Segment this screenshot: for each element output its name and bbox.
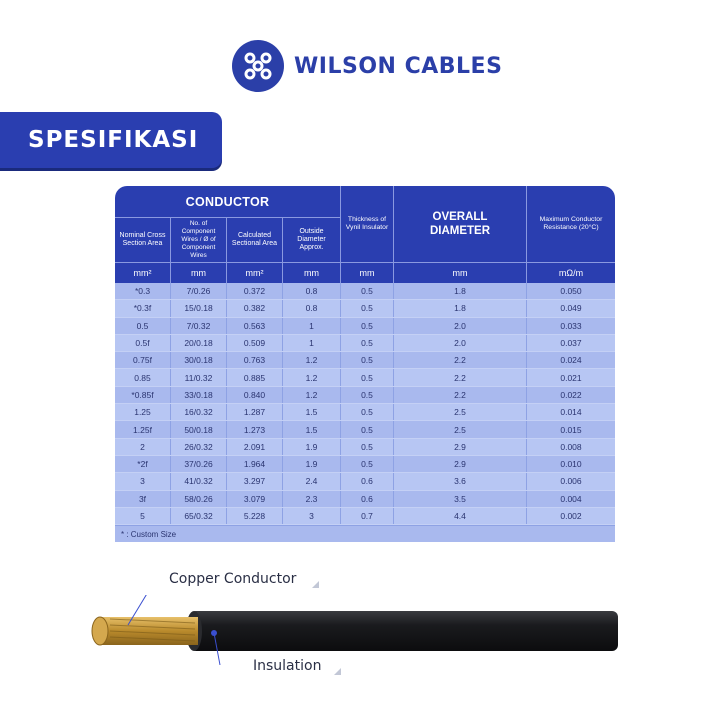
table-cell: 65/0.32 <box>171 508 227 524</box>
table-cell: 0.050 <box>560 286 582 297</box>
table-cell: 2.2 <box>394 369 527 385</box>
table-cell: 2.0 <box>394 318 527 334</box>
table-cell: 0.5 <box>341 318 394 334</box>
unit-cell: mm² <box>115 262 171 283</box>
header-wires: No. of Component Wires / Ø of Component Wires <box>171 218 227 262</box>
unit-cell: mm² <box>227 262 283 283</box>
table-cell: 16/0.32 <box>171 404 227 420</box>
table-cell: 0.002 <box>560 511 582 521</box>
table-cell: 1.5 <box>283 421 341 437</box>
table-cell: 0.037 <box>560 338 582 349</box>
table-cell: 1.5 <box>283 404 341 420</box>
table-cell: 1.8 <box>394 300 527 316</box>
table-cell: 0.5 <box>341 439 394 455</box>
table-cell: 0.049 <box>560 303 582 314</box>
banner-title: SPESIFIKASI <box>28 127 199 153</box>
table-cell: 0.885 <box>227 369 283 385</box>
table-row <box>115 352 615 369</box>
table-row <box>115 318 615 335</box>
table-cell: 2.0 <box>394 335 527 351</box>
table-cell: 0.010 <box>560 459 582 470</box>
table-cell: 1 <box>283 335 341 351</box>
table-cell: 0.5 <box>341 300 394 316</box>
header-resistance: Maximum Conductor Resistance (20°C) <box>539 215 603 231</box>
header-overall: OVERALL DIAMETER <box>394 186 527 262</box>
copper-conductor-label: Copper Conductor <box>169 571 297 587</box>
unit-cell: mm <box>283 262 341 283</box>
table-row <box>115 491 615 508</box>
table-row <box>115 439 615 456</box>
table-cell: 3.6 <box>394 473 527 489</box>
table-cell: 11/0.32 <box>171 369 227 385</box>
spesifikasi-banner <box>0 112 222 168</box>
table-cell: 41/0.32 <box>171 473 227 489</box>
unit-cell: mm <box>394 262 527 283</box>
table-cell: 1.964 <box>227 456 283 472</box>
table-cell: 0.75f <box>115 352 171 368</box>
table-cell: 1.273 <box>227 421 283 437</box>
table-cell: 1.25f <box>115 421 171 437</box>
table-cell: 3.079 <box>227 491 283 507</box>
table-cell: 1.9 <box>283 456 341 472</box>
table-cell: *0.85f <box>115 387 171 403</box>
table-cell: 0.014 <box>560 407 582 418</box>
table-cell: 3 <box>283 508 341 524</box>
table-row <box>115 387 615 404</box>
table-cell: 0.024 <box>560 355 582 366</box>
table-body <box>115 283 615 525</box>
footnote: * : Custom Size <box>115 525 615 542</box>
table-row <box>115 300 615 317</box>
table-cell: 0.7 <box>341 508 394 524</box>
table-cell: 0.6 <box>341 491 394 507</box>
table-cell: 0.5 <box>341 369 394 385</box>
table-header <box>115 186 615 283</box>
table-cell: 0.5 <box>341 421 394 437</box>
table-row <box>115 508 615 525</box>
table-cell: 0.5f <box>115 335 171 351</box>
table-cell: 0.763 <box>227 352 283 368</box>
table-cell: *0.3f <box>115 300 171 316</box>
table-cell: 1.9 <box>283 439 341 455</box>
copper-end <box>92 617 108 645</box>
table-cell: 5 <box>115 508 171 524</box>
table-cell: 26/0.32 <box>171 439 227 455</box>
table-cell: 2.2 <box>394 387 527 403</box>
table-cell: 5.228 <box>227 508 283 524</box>
table-cell: 2.9 <box>394 439 527 455</box>
table-cell: 33/0.18 <box>171 387 227 403</box>
table-cell: 37/0.26 <box>171 456 227 472</box>
table-cell: 3 <box>115 473 171 489</box>
header-calculated: Calculated Sectional Area <box>227 218 283 262</box>
table-cell: 0.840 <box>227 387 283 403</box>
table-cell: 1.25 <box>115 404 171 420</box>
header-thickness: Thickness of Vynil Insulator <box>341 186 394 262</box>
table-cell: 2.4 <box>283 473 341 489</box>
table-cell: 1.8 <box>394 283 527 299</box>
table-row <box>115 404 615 421</box>
cable-illustration <box>70 595 630 665</box>
table-cell: 15/0.18 <box>171 300 227 316</box>
table-cell: 0.5 <box>115 318 171 334</box>
table-cell: 0.5 <box>341 404 394 420</box>
table-cell: *2f <box>115 456 171 472</box>
table-cell: *0.3 <box>115 283 171 299</box>
brand-name: WILSON CABLES <box>294 53 503 79</box>
table-row <box>115 421 615 438</box>
table-cell: 0.8 <box>283 283 341 299</box>
table-cell: 0.004 <box>560 493 582 504</box>
table-cell: 0.008 <box>560 441 582 452</box>
table-cell: 1.2 <box>283 352 341 368</box>
table-row <box>115 369 615 386</box>
header-nominal: Nominal Cross Section Area <box>115 218 171 262</box>
unit-cell: mm <box>171 262 227 283</box>
unit-cell: mm <box>341 262 394 283</box>
unit-cell: mΩ/m <box>527 262 615 283</box>
table-cell: 1.287 <box>227 404 283 420</box>
table-cell: 7/0.26 <box>171 283 227 299</box>
table-row <box>115 335 615 352</box>
table-cell: 0.5 <box>341 335 394 351</box>
insulation-label: Insulation <box>253 658 322 674</box>
table-cell: 0.6 <box>341 473 394 489</box>
header-outside: Outside Diameter Approx. <box>283 218 341 262</box>
table-cell: 0.022 <box>560 389 582 400</box>
table-cell: 58/0.26 <box>171 491 227 507</box>
spec-table <box>115 186 615 542</box>
table-cell: 2.5 <box>394 421 527 437</box>
table-cell: 3.297 <box>227 473 283 489</box>
triangle-icon <box>312 581 319 588</box>
table-cell: 0.563 <box>227 318 283 334</box>
table-cell: 2.091 <box>227 439 283 455</box>
table-cell: 0.372 <box>227 283 283 299</box>
table-cell: 0.8 <box>283 300 341 316</box>
table-cell: 1.2 <box>283 369 341 385</box>
table-cell: 3f <box>115 491 171 507</box>
table-cell: 2.2 <box>394 352 527 368</box>
table-cell: 0.85 <box>115 369 171 385</box>
table-cell: 3.5 <box>394 491 527 507</box>
table-cell: 2 <box>115 439 171 455</box>
table-cell: 0.5 <box>341 387 394 403</box>
table-cell: 1 <box>283 318 341 334</box>
table-cell: 4.4 <box>394 508 527 524</box>
table-cell: 50/0.18 <box>171 421 227 437</box>
brand-logo <box>232 40 502 92</box>
table-row <box>115 283 615 300</box>
table-cell: 0.015 <box>560 424 582 435</box>
table-cell: 0.5 <box>341 456 394 472</box>
table-cell: 7/0.32 <box>171 318 227 334</box>
table-cell: 0.5 <box>341 283 394 299</box>
table-cell: 30/0.18 <box>171 352 227 368</box>
table-cell: 0.021 <box>560 372 582 383</box>
table-cell: 2.9 <box>394 456 527 472</box>
table-row <box>115 456 615 473</box>
table-cell: 2.3 <box>283 491 341 507</box>
table-cell: 0.509 <box>227 335 283 351</box>
table-cell: 1.2 <box>283 387 341 403</box>
table-cell: 2.5 <box>394 404 527 420</box>
table-cell: 0.033 <box>560 320 582 331</box>
table-cell: 0.5 <box>341 352 394 368</box>
triangle-icon <box>334 668 341 675</box>
table-cell: 0.006 <box>560 476 582 487</box>
wilson-logo-mark-icon <box>232 40 284 92</box>
table-row <box>115 473 615 490</box>
table-cell: 20/0.18 <box>171 335 227 351</box>
conductor-title: CONDUCTOR <box>115 186 341 218</box>
table-cell: 0.382 <box>227 300 283 316</box>
insulation-jacket <box>190 611 618 651</box>
